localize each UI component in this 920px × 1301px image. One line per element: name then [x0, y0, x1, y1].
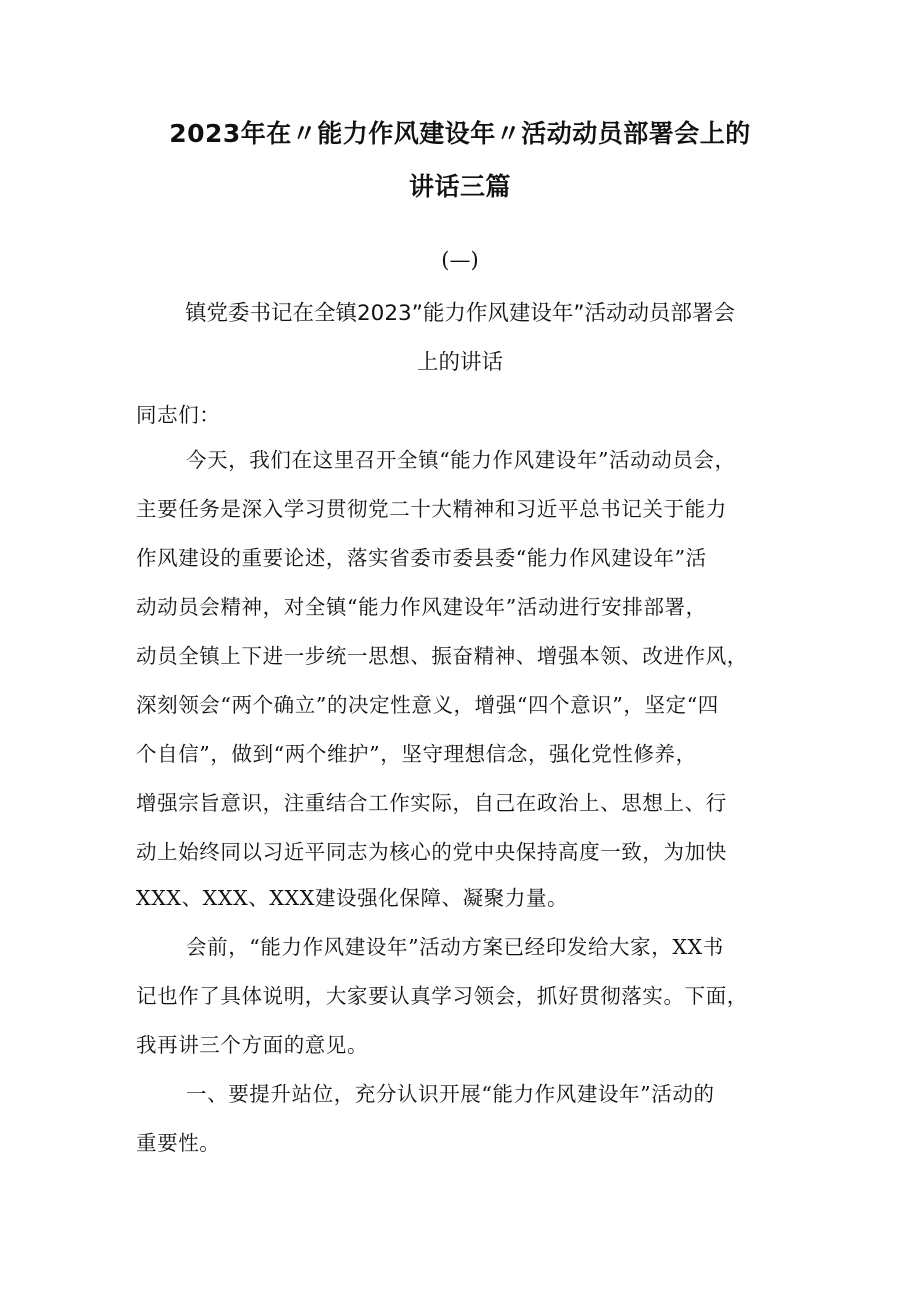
document-title-line-1: 2023年在〃能力作风建设年〃活动动员部署会上的 [169, 119, 751, 148]
paragraph-1-line-6: 深刻领会“两个确立”的决定性意义，增强“四个意识”，坚定“四 [136, 693, 719, 717]
paragraph-2-line-3: 我再讲三个方面的意见。 [136, 1033, 369, 1057]
paragraph-2-line-2: 记也作了具体说明，大家要认真学习领会，抓好贯彻落实。下面， [136, 984, 748, 1008]
heading-1-line-2: 重要性。 [136, 1131, 221, 1155]
section-number: (—) [441, 248, 479, 272]
paragraph-1-line-2: 主要任务是深入学习贯彻党二十大精神和习近平总书记关于能力 [136, 497, 727, 521]
paragraph-1-line-1: 今天，我们在这里召开全镇“能力作风建设年”活动动员会， [186, 448, 736, 472]
speech-title-line-2: 上的讲话 [416, 350, 503, 375]
paragraph-1-line-10: XXX、XXX、XXX建设强化保障、凝聚力量。 [136, 886, 569, 910]
speech-title-line-1: 镇党委书记在全镇2023”能力作风建设年”活动动员部署会 [185, 301, 735, 326]
heading-1-line-1: 一、要提升站位，充分认识开展“能力作风建设年”活动的 [186, 1082, 715, 1106]
document-title-line-2: 讲话三篇 [408, 172, 511, 201]
paragraph-1-line-4: 动动员会精神，对全镇“能力作风建设年”活动进行安排部署， [136, 595, 707, 619]
paragraph-1-line-7: 个自信”，做到“两个维护”，坚守理想信念，强化党性修养， [136, 742, 697, 766]
paragraph-1-line-9: 动上始终同以习近平同志为核心的党中央保持高度一致，为加快 [136, 840, 727, 864]
paragraph-1-line-5: 动员全镇上下进一步统一思想、振奋精神、增强本领、改进作风， [136, 644, 748, 668]
paragraph-2-line-1: 会前，“能力作风建设年”活动方案已经印发给大家，XX书 [186, 935, 724, 959]
paragraph-1-line-8: 增强宗旨意识，注重结合工作实际，自己在政治上、思想上、行 [136, 791, 727, 815]
salutation: 同志们： [136, 403, 221, 427]
paragraph-1-line-3: 作风建设的重要论述，落实省委市委县委“能力作风建设年”活 [136, 546, 707, 570]
